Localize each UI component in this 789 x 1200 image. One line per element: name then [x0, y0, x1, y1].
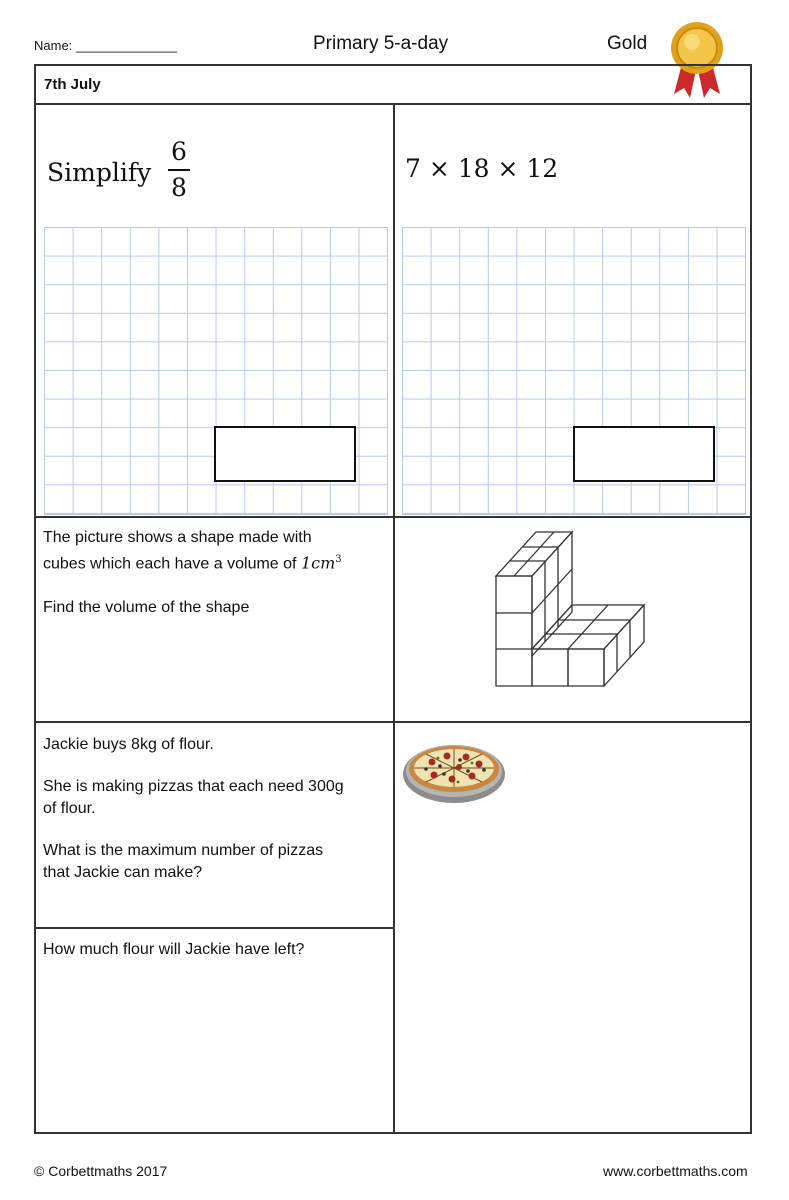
q1-instruction: Simplify — [47, 158, 152, 187]
q5-line: How much flour will Jackie have left? — [43, 941, 305, 958]
worksheet-frame — [34, 64, 752, 1134]
website-link[interactable]: www.corbettmaths.com — [603, 1163, 748, 1179]
unit-power: 3 — [335, 554, 342, 565]
q5-text — [43, 939, 363, 961]
answer-box[interactable] — [214, 426, 356, 482]
level-label: Gold — [607, 33, 648, 54]
q3-line: Find the volume of the shape — [43, 599, 250, 617]
pizza-icon — [402, 736, 508, 806]
q3-text — [43, 527, 363, 619]
q4-line: Jackie buys 8kg of flour. — [43, 736, 214, 753]
name-field-label: Name: ______________ — [34, 38, 178, 53]
row-divider — [36, 927, 393, 929]
date-label: 7th July — [44, 76, 101, 93]
q4-line: of flour. — [43, 800, 96, 817]
q4-text — [43, 734, 363, 884]
cube-shape-diagram — [486, 526, 666, 696]
q3-line-text: cubes which each have a volume of — [43, 555, 301, 573]
q1-fraction — [168, 138, 190, 202]
fraction-denominator: 8 — [171, 173, 187, 202]
answer-box[interactable] — [573, 426, 715, 482]
q2-expression: 7 × 18 × 12 — [405, 154, 559, 183]
copyright-text: © Corbettmaths 2017 — [34, 1163, 168, 1179]
row-divider — [36, 516, 750, 518]
q4-line: She is making pizzas that each need 300g — [43, 778, 344, 795]
worksheet-title: Primary 5-a-day — [313, 33, 449, 54]
volume-unit: 1cm — [300, 553, 336, 573]
fraction-numerator: 6 — [171, 137, 187, 166]
date-bar — [36, 66, 750, 105]
q4-line: that Jackie can make? — [43, 864, 203, 881]
q3-line — [43, 549, 363, 575]
column-divider — [393, 103, 395, 1134]
fraction-bar — [168, 169, 190, 171]
q3-line: The picture shows a shape made with — [43, 529, 312, 546]
q4-line: What is the maximum number of pizzas — [43, 842, 324, 859]
row-divider — [36, 721, 750, 723]
